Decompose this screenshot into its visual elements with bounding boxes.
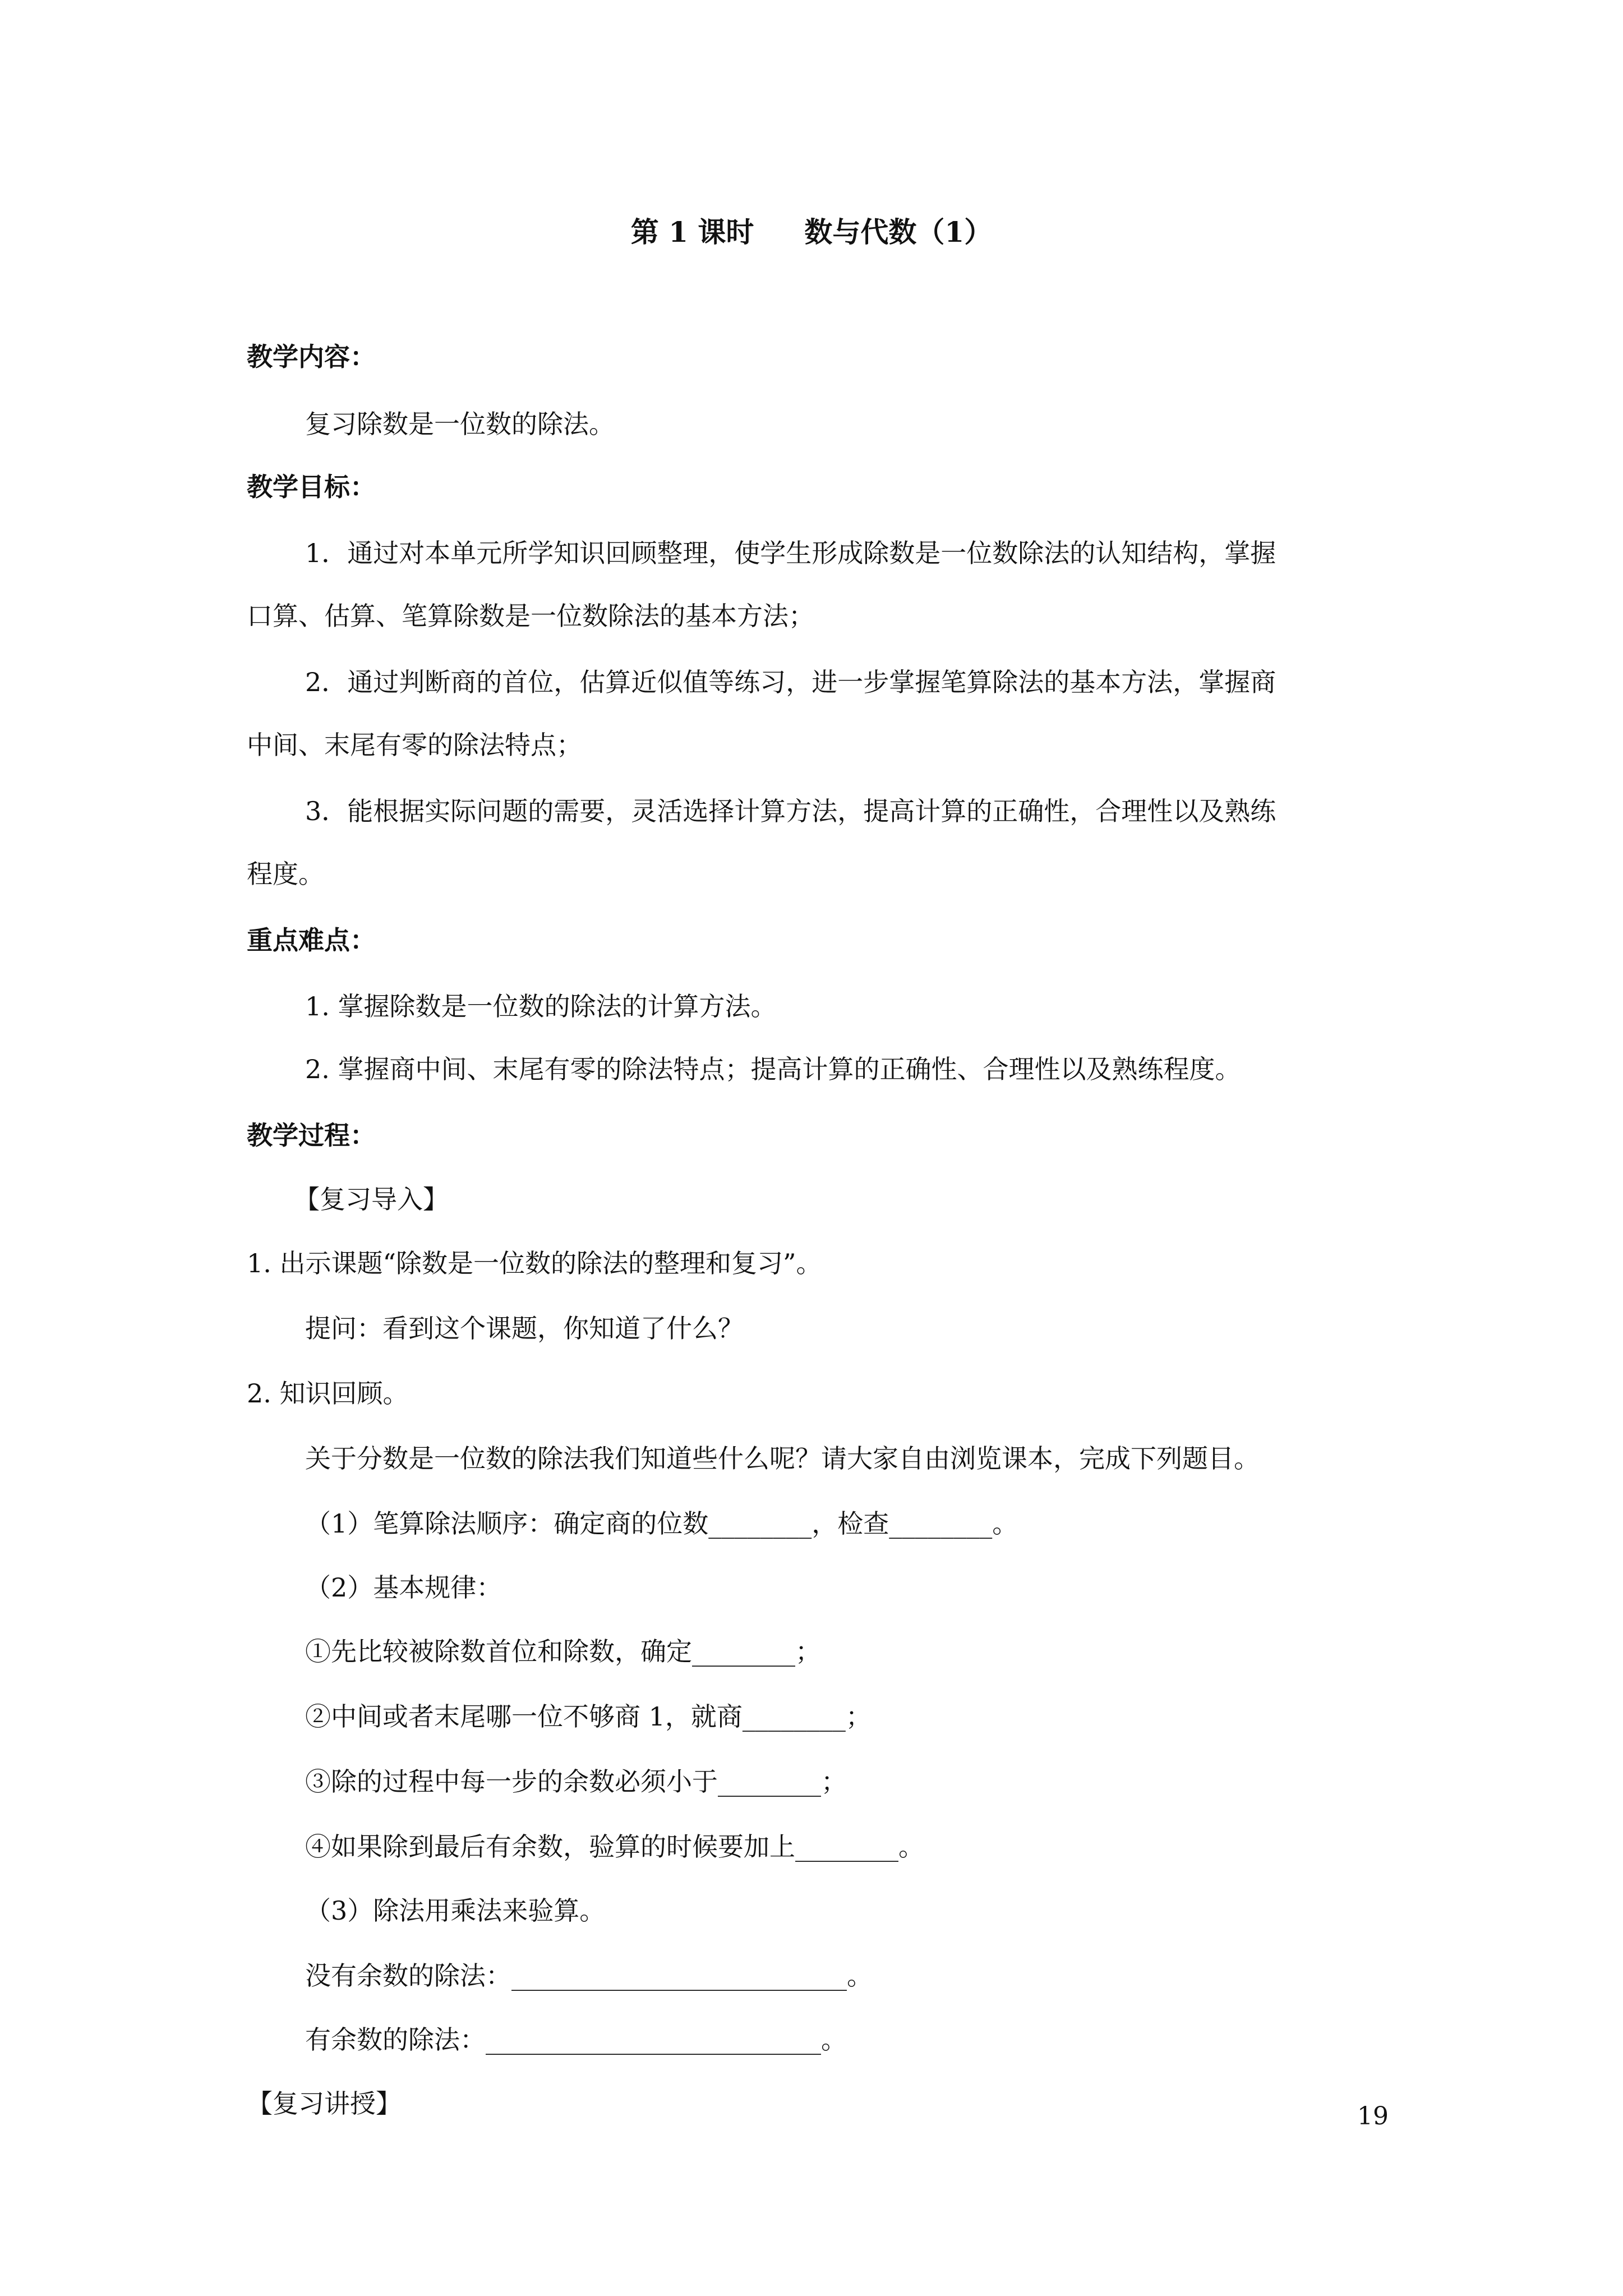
item-2: （2）基本规律： — [305, 1572, 502, 1603]
rule-4: ④如果除到最后有余数，验算的时候要加上________。 — [305, 1832, 924, 1862]
page-title — [0, 214, 1623, 250]
rule-2: ②中间或者末尾哪一位不够商 1，就商________； — [305, 1701, 872, 1732]
step-1: 1. 出示课题“除数是一位数的除法的整理和复习”。 — [247, 1248, 822, 1278]
review-intro-heading: 【复习导入】 — [294, 1184, 449, 1214]
content-heading: 教学内容： — [247, 342, 376, 372]
lesson-number: 第 1 课时 — [630, 215, 754, 249]
check-no-remainder: 没有余数的除法：__________________________。 — [305, 1961, 873, 1991]
check-with-remainder: 有余数的除法：__________________________。 — [305, 2024, 847, 2055]
item-3: （3）除法用乘法来验算。 — [305, 1895, 606, 1926]
goal-1-line2: 口算、估算、笔算除数是一位数除法的基本方法； — [247, 601, 814, 631]
goal-2-line2: 中间、末尾有零的除法特点； — [247, 730, 582, 760]
goal-3-line1: 3．能根据实际问题的需要，灵活选择计算方法，提高计算的正确性，合理性以及熟练 — [305, 796, 1276, 826]
rule-1: ①先比较被除数首位和除数，确定________； — [305, 1636, 821, 1667]
goal-3-line2: 程度。 — [247, 859, 324, 889]
page-number: 19 — [1357, 2102, 1389, 2131]
key-point-2: 2. 掌握商中间、末尾有零的除法特点；提高计算的正确性、合理性以及熟练程度。 — [305, 1054, 1241, 1084]
lesson-topic: 数与代数（1） — [804, 215, 993, 249]
content-text: 复习除数是一位数的除法。 — [305, 409, 615, 439]
question: 提问：看到这个课题，你知道了什么？ — [305, 1313, 744, 1343]
rule-3: ③除的过程中每一步的余数必须小于________； — [305, 1766, 847, 1797]
process-heading: 教学过程： — [247, 1120, 376, 1151]
goals-heading: 教学目标： — [247, 472, 376, 502]
prompt: 关于分数是一位数的除法我们知道些什么呢？请大家自由浏览课本，完成下列题目。 — [305, 1443, 1260, 1474]
key-points-heading: 重点难点： — [247, 925, 376, 955]
step-2: 2. 知识回顾。 — [247, 1378, 409, 1409]
review-teach-heading: 【复习讲授】 — [247, 2088, 402, 2119]
goal-1-line1: 1．通过对本单元所学知识回顾整理，使学生形成除数是一位数除法的认知结构，掌握 — [305, 538, 1276, 568]
key-point-1: 1. 掌握除数是一位数的除法的计算方法。 — [305, 991, 777, 1022]
item-1: （1）笔算除法顺序：确定商的位数________，检查________。 — [305, 1508, 1018, 1539]
goal-2-line1: 2．通过判断商的首位，估算近似值等练习，进一步掌握笔算除法的基本方法，掌握商 — [305, 667, 1276, 697]
